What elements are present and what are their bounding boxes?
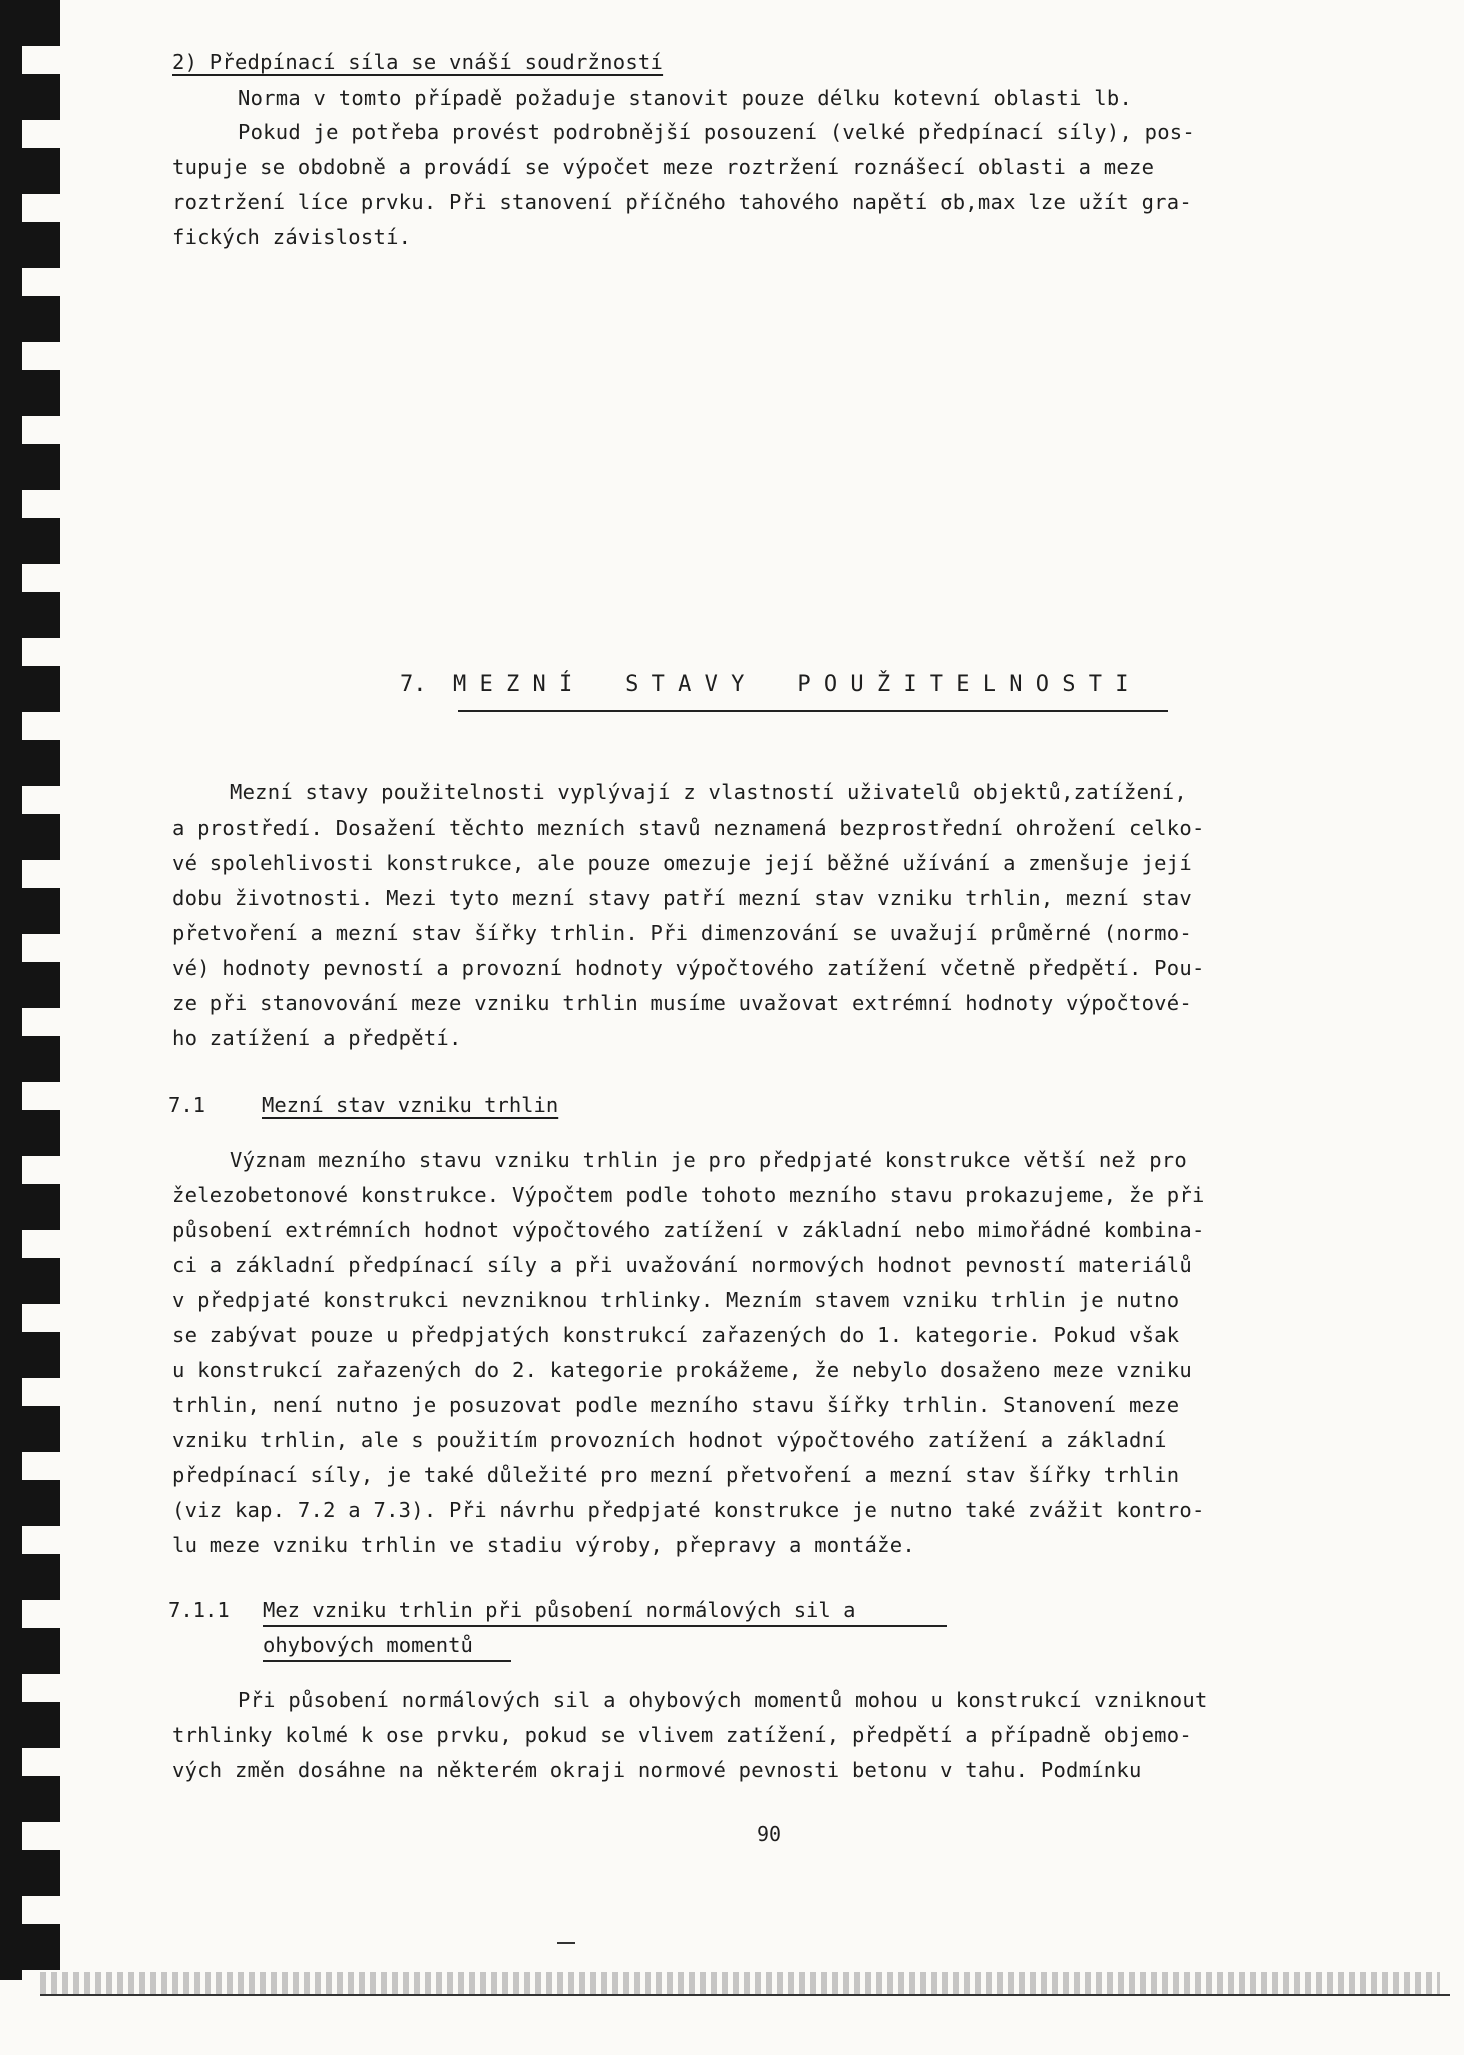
spiral-binding — [0, 0, 60, 1980]
section-7-1-number: 7.1 — [168, 1093, 206, 1117]
section-7-1-1-line-2: trhlinky kolmé k ose prvku, pokud se vlivem zatížení, předpětí a případně objemo- — [172, 1723, 1192, 1747]
section-7-1-line-6: se zabývat pouze u předpjatých konstrukcí zařazených do 1. kategorie. Pokud však — [172, 1323, 1180, 1347]
section-7-1-line-8: trhlin, není nutno je posuzovat podle mezního stavu šířky trhlin. Stanovení meze — [172, 1393, 1180, 1417]
section-2-title: 2) Předpínací síla se vnáší soudržností — [172, 50, 664, 74]
section-7-1-line-10: předpínací síly, je také důležité pro mezní přetvoření a mezní stav šířky trhlin — [172, 1463, 1180, 1487]
intro-line-6: vé) hodnoty pevností a provozní hodnoty výpočtového zatížení včetně předpětí. Pou- — [172, 956, 1205, 980]
section-7-1-1-title-rule-1 — [263, 1625, 947, 1627]
section-7-1-line-11: (viz kap. 7.2 a 7.3). Při návrhu předpjaté konstrukce je nutno také zvážit kontro- — [172, 1498, 1205, 1522]
scan-bottom-line — [40, 1994, 1450, 1996]
intro-line-5: přetvoření a mezní stav šířky trhlin. Při dimenzování se uvažují průměrné (normo- — [172, 921, 1192, 945]
section-7-1-1-line-1: Při působení normálových sil a ohybových momentů mohou u konstrukcí vzniknout — [238, 1688, 1208, 1712]
section-2-line-5: fických závislostí. — [172, 225, 412, 249]
section-7-1-line-2: železobetonové konstrukce. Výpočtem podle tohoto mezního stavu prokazujeme, že při — [172, 1183, 1205, 1207]
section-7-1-1-number: 7.1.1 — [168, 1598, 230, 1622]
intro-line-2: a prostředí. Dosažení těchto mezních stavů neznamená bezprostřední ohrožení celko- — [172, 816, 1205, 840]
intro-line-4: dobu životnosti. Mezi tyto mezní stavy patří mezní stav vzniku trhlin, mezní stav — [172, 886, 1192, 910]
section-2-line-2: Pokud je potřeba provést podrobnější posouzení (velké předpínací síly), pos- — [238, 120, 1195, 144]
intro-line-8: ho zatížení a předpětí. — [172, 1026, 462, 1050]
chapter-heading-rule — [458, 710, 1168, 712]
section-7-1-line-12: lu meze vzniku trhlin ve stadiu výroby, přepravy a montáže. — [172, 1533, 915, 1557]
section-7-1-title: Mezní stav vzniku trhlin — [262, 1093, 559, 1117]
section-7-1-1-line-3: vých změn dosáhne na některém okraji normové pevnosti betonu v tahu. Podmínku — [172, 1758, 1142, 1782]
section-7-1-1-title-line-2: ohybových momentů — [263, 1633, 473, 1657]
section-2-line-1: Norma v tomto případě požaduje stanovit pouze délku kotevní oblasti lb. — [238, 86, 1133, 110]
section-7-1-line-4: ci a základní předpínací síly a při uvažování normových hodnot pevností materiálů — [172, 1253, 1192, 1277]
section-7-1-line-7: u konstrukcí zařazených do 2. kategorie prokážeme, že nebylo dosaženo meze vzniku — [172, 1358, 1192, 1382]
section-7-1-line-1: Význam mezního stavu vzniku trhlin je pro předpjaté konstrukce větší než pro — [230, 1148, 1187, 1172]
section-7-1-line-5: v předpjaté konstrukci nevzniknou trhlinky. Mezním stavem vzniku trhlin je nutno — [172, 1288, 1180, 1312]
intro-line-3: vé spolehlivosti konstrukce, ale pouze omezuje její běžné užívání a zmenšuje její — [172, 851, 1192, 875]
section-7-1-line-3: působení extrémních hodnot výpočtového zatížení v základní nebo mimořádné kombina- — [172, 1218, 1205, 1242]
chapter-heading: 7. M E Z N Í S T A V Y P O U Ž I T E L N O S T I — [400, 672, 1129, 697]
stray-mark — [557, 1942, 575, 1944]
scan-bottom-edge — [40, 1972, 1440, 1994]
section-7-1-1-title-line-1: Mez vzniku trhlin při působení normálových sil a — [263, 1598, 856, 1622]
section-2-line-4: roztržení líce prvku. Při stanovení příčného tahového napětí σb,max lze užít gra- — [172, 190, 1192, 214]
section-7-1-1-title-rule-2 — [263, 1660, 511, 1662]
intro-line-7: ze při stanovování meze vzniku trhlin musíme uvažovat extrémní hodnoty výpočtové- — [172, 991, 1192, 1015]
section-2-line-3: tupuje se obdobně a provádí se výpočet meze roztržení roznášecí oblasti a meze — [172, 155, 1155, 179]
page-number: 90 — [757, 1822, 782, 1846]
intro-line-1: Mezní stavy použitelnosti vyplývají z vlastností uživatelů objektů,zatížení, — [230, 780, 1187, 804]
section-7-1-line-9: vzniku trhlin, ale s použitím provozních hodnot výpočtového zatížení a základní — [172, 1428, 1167, 1452]
